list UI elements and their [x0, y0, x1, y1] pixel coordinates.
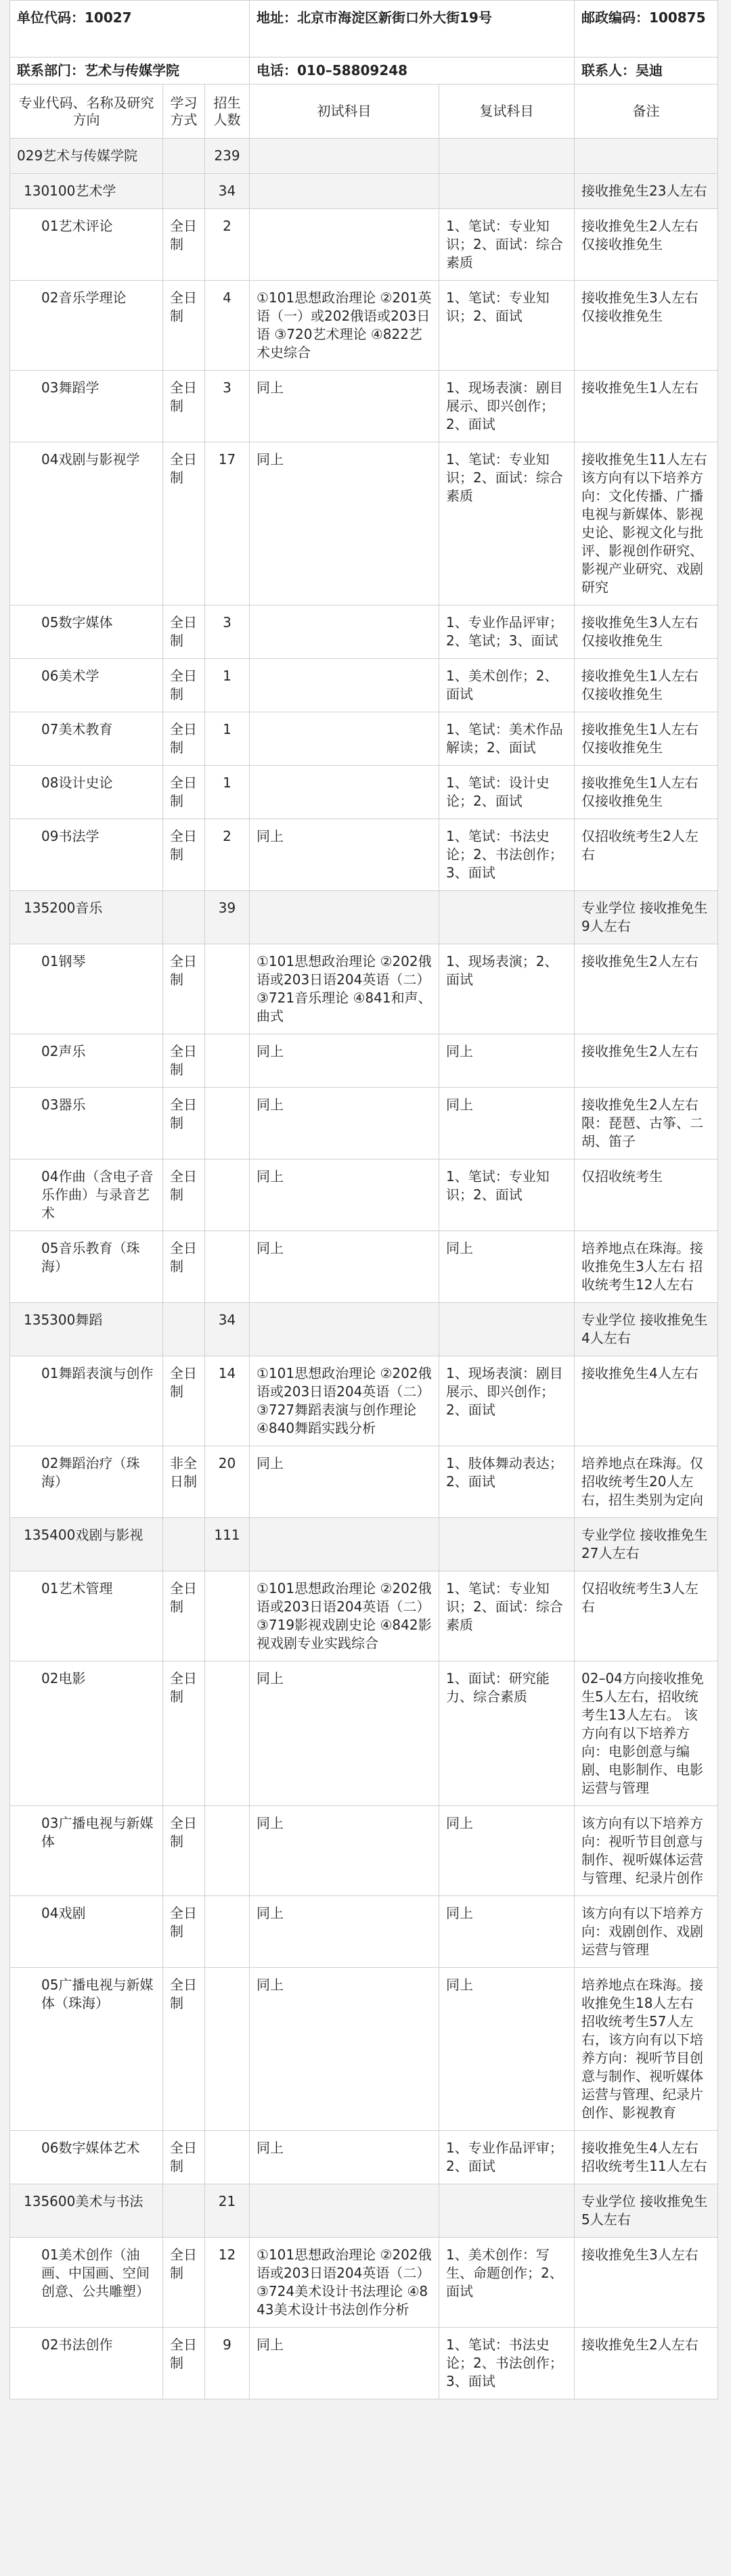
- phone: 电话：010–58809248: [250, 58, 575, 85]
- mode-cell: 全日制: [163, 1159, 205, 1231]
- major-cell: 01艺术评论: [10, 209, 163, 281]
- exam2-cell: 1、面试：研究能力、综合素质: [439, 1661, 575, 1806]
- school-row: [10, 139, 718, 174]
- mode-cell: 全日制: [163, 712, 205, 766]
- exam2-cell: [439, 1303, 575, 1356]
- exam2-cell: 1、笔试：设计史论；2、面试: [439, 766, 575, 819]
- exam2-cell: [439, 2184, 575, 2238]
- note-cell: 仅招收统考生3人左右: [575, 1571, 718, 1661]
- exam2-cell: 1、笔试：书法史论；2、书法创作；3、面试: [439, 819, 575, 891]
- exam2-cell: [439, 139, 575, 174]
- mode-cell: [163, 2184, 205, 2238]
- exam2-cell: 1、笔试：专业知识；2、面试: [439, 281, 575, 371]
- exam2-cell: 1、专业作品评审；2、笔试；3、面试: [439, 605, 575, 659]
- major-cell: 01钢琴: [10, 944, 163, 1034]
- quota-cell: 12: [205, 2238, 250, 2328]
- exam2-cell: 同上: [439, 1231, 575, 1303]
- mode-cell: 全日制: [163, 1806, 205, 1896]
- note-cell: 接收推免生11人左右 该方向有以下培养方向：文化传播、广播电视与新媒体、影视史论、影视文化与批评、影视创作研究、影视产业研究、戏剧研究: [575, 442, 718, 605]
- table-row: [10, 1088, 718, 1159]
- table-row: [10, 766, 718, 819]
- exam1-cell: 同上: [250, 1034, 439, 1088]
- exam1-cell: ①101思想政治理论 ②201英语（一）或202俄语或203日语 ③720艺术理论 ④822艺术史综合: [250, 281, 439, 371]
- col-header-exam1: 初试科目: [250, 85, 439, 139]
- major-cell: 06数字媒体艺术: [10, 2131, 163, 2184]
- mode-cell: 非全日制: [163, 1446, 205, 1518]
- exam1-cell: ①101思想政治理论 ②202俄语或203日语204英语（二） ③719影视戏剧史论 ④842影视戏剧专业实践综合: [250, 1571, 439, 1661]
- note-cell: 接收推免生2人左右: [575, 1034, 718, 1088]
- quota-cell: 2: [205, 209, 250, 281]
- exam1-cell: [250, 139, 439, 174]
- major-cell: 03器乐: [10, 1088, 163, 1159]
- note-cell: [575, 139, 718, 174]
- table-row: [10, 1034, 718, 1088]
- mode-cell: 全日制: [163, 2238, 205, 2328]
- exam2-cell: 1、现场表演：剧目展示、即兴创作；2、面试: [439, 371, 575, 442]
- mode-cell: 全日制: [163, 1356, 205, 1446]
- table-row: [10, 2238, 718, 2328]
- note-cell: 该方向有以下培养方向：视听节目创意与制作、视听媒体运营与管理、纪录片创作: [575, 1806, 718, 1896]
- major-cell: 07美术教育: [10, 712, 163, 766]
- col-header-quota: 招生人数: [205, 85, 250, 139]
- note-cell: 专业学位 接收推免生9人左右: [575, 891, 718, 944]
- mode-cell: 全日制: [163, 1034, 205, 1088]
- table-row: [10, 659, 718, 712]
- exam1-cell: 同上: [250, 2328, 439, 2399]
- table-row: [10, 1661, 718, 1806]
- mode-cell: [163, 891, 205, 944]
- major-cell: 05数字媒体: [10, 605, 163, 659]
- note-cell: 接收推免生4人左右 招收统考生11人左右: [575, 2131, 718, 2184]
- mode-cell: 全日制: [163, 2328, 205, 2399]
- note-cell: 02–04方向接收推免生5人左右，招收统考生13人左右。 该方向有以下培养方向：电影创意与编剧、电影制作、电影运营与管理: [575, 1661, 718, 1806]
- mode-cell: 全日制: [163, 659, 205, 712]
- note-cell: 接收推免生2人左右 仅接收推免生: [575, 209, 718, 281]
- note-cell: 接收推免生1人左右 仅接收推免生: [575, 766, 718, 819]
- quota-cell: 14: [205, 1356, 250, 1446]
- exam2-cell: 1、笔试：书法史论；2、书法创作；3、面试: [439, 2328, 575, 2399]
- major-row: [10, 2184, 718, 2238]
- exam1-cell: 同上: [250, 819, 439, 891]
- exam1-cell: ①101思想政治理论 ②202俄语或203日语204英语（二） ③727舞蹈表演与创作理论 ④840舞蹈实践分析: [250, 1356, 439, 1446]
- mode-cell: 全日制: [163, 209, 205, 281]
- major-cell: 02音乐学理论: [10, 281, 163, 371]
- major-row: [10, 174, 718, 209]
- exam1-cell: [250, 712, 439, 766]
- note-cell: 接收推免生1人左右 仅接收推免生: [575, 712, 718, 766]
- note-cell: 专业学位 接收推免生5人左右: [575, 2184, 718, 2238]
- exam2-cell: 同上: [439, 1968, 575, 2131]
- quota-cell: 3: [205, 371, 250, 442]
- exam1-cell: [250, 766, 439, 819]
- quota-cell: [205, 1159, 250, 1231]
- major-cell: 02书法创作: [10, 2328, 163, 2399]
- quota-cell: 9: [205, 2328, 250, 2399]
- table-row: [10, 1446, 718, 1518]
- quota-cell: [205, 1968, 250, 2131]
- major-cell: 01舞蹈表演与创作: [10, 1356, 163, 1446]
- mode-cell: [163, 174, 205, 209]
- exam1-cell: 同上: [250, 1896, 439, 1968]
- col-header-exam2: 复试科目: [439, 85, 575, 139]
- major-cell: 06美术学: [10, 659, 163, 712]
- mode-cell: 全日制: [163, 1896, 205, 1968]
- major-cell: 03舞蹈学: [10, 371, 163, 442]
- mode-cell: 全日制: [163, 1661, 205, 1806]
- exam2-cell: 1、美术创作：写生、命题创作；2、面试: [439, 2238, 575, 2328]
- unit-code: 单位代码：10027: [10, 1, 250, 58]
- table-row: [10, 1968, 718, 2131]
- major-row: [10, 1518, 718, 1571]
- major-cell: 04戏剧: [10, 1896, 163, 1968]
- quota-cell: [205, 1661, 250, 1806]
- note-cell: 仅招收统考生2人左右: [575, 819, 718, 891]
- address: 地址：北京市海淀区新街口外大街19号: [250, 1, 575, 58]
- col-header-note: 备注: [575, 85, 718, 139]
- table-row: [10, 281, 718, 371]
- mode-cell: 全日制: [163, 1968, 205, 2131]
- quota-cell: [205, 1034, 250, 1088]
- exam2-cell: 同上: [439, 1896, 575, 1968]
- note-cell: 接收推免生1人左右 仅接收推免生: [575, 659, 718, 712]
- major-cell: 02电影: [10, 1661, 163, 1806]
- mode-cell: 全日制: [163, 1088, 205, 1159]
- major-cell: 135600美术与书法: [10, 2184, 163, 2238]
- major-row: [10, 1303, 718, 1356]
- quota-cell: 39: [205, 891, 250, 944]
- exam2-cell: 同上: [439, 1088, 575, 1159]
- major-cell: 130100艺术学: [10, 174, 163, 209]
- table-row: [10, 819, 718, 891]
- exam1-cell: [250, 605, 439, 659]
- note-cell: 培养地点在珠海。接收推免生18人左右 招收统考生57人左右，该方向有以下培养方向：视听节目创意与制作、视听媒体运营与管理、纪录片创作、影视教育: [575, 1968, 718, 2131]
- table-row: [10, 209, 718, 281]
- exam2-cell: [439, 1518, 575, 1571]
- table-row: [10, 712, 718, 766]
- note-cell: 接收推免生2人左右: [575, 944, 718, 1034]
- quota-cell: 34: [205, 174, 250, 209]
- department: 联系部门：艺术与传媒学院: [10, 58, 250, 85]
- note-cell: 接收推免生23人左右: [575, 174, 718, 209]
- exam1-cell: 同上: [250, 1806, 439, 1896]
- table-row: [10, 371, 718, 442]
- major-cell: 04戏剧与影视学: [10, 442, 163, 605]
- quota-cell: 2: [205, 819, 250, 891]
- exam1-cell: [250, 174, 439, 209]
- major-cell: 04作曲（含电子音乐作曲）与录音艺术: [10, 1159, 163, 1231]
- col-header-major: 专业代码、名称及研究方向: [10, 85, 163, 139]
- exam1-cell: ①101思想政治理论 ②202俄语或203日语204英语（二） ③721音乐理论 ④841和声、曲式: [250, 944, 439, 1034]
- note-cell: 专业学位 接收推免生4人左右: [575, 1303, 718, 1356]
- table-row: [10, 2328, 718, 2399]
- exam2-cell: [439, 891, 575, 944]
- exam2-cell: 1、笔试：专业知识；2、面试：综合素质: [439, 209, 575, 281]
- exam1-cell: ①101思想政治理论 ②202俄语或203日语204英语（二） ③724美术设计书法理论 ④843美术设计书法创作分析: [250, 2238, 439, 2328]
- exam1-cell: 同上: [250, 1661, 439, 1806]
- exam2-cell: 1、笔试：美术作品解读；2、面试: [439, 712, 575, 766]
- quota-cell: 1: [205, 712, 250, 766]
- mode-cell: 全日制: [163, 766, 205, 819]
- major-cell: 02舞蹈治疗（珠海）: [10, 1446, 163, 1518]
- table-row: [10, 1571, 718, 1661]
- exam2-cell: 1、现场表演：剧目展示、即兴创作；2、面试: [439, 1356, 575, 1446]
- quota-cell: [205, 2131, 250, 2184]
- note-cell: 培养地点在珠海。接收推免生3人左右 招收统考生12人左右: [575, 1231, 718, 1303]
- exam1-cell: 同上: [250, 1231, 439, 1303]
- note-cell: 接收推免生3人左右: [575, 2238, 718, 2328]
- quota-cell: 17: [205, 442, 250, 605]
- major-cell: 01艺术管理: [10, 1571, 163, 1661]
- note-cell: 接收推免生3人左右 仅接收推免生: [575, 605, 718, 659]
- note-cell: 接收推免生4人左右: [575, 1356, 718, 1446]
- mode-cell: 全日制: [163, 1231, 205, 1303]
- exam1-cell: 同上: [250, 1446, 439, 1518]
- exam1-cell: 同上: [250, 371, 439, 442]
- note-cell: 仅招收统考生: [575, 1159, 718, 1231]
- exam2-cell: 1、专业作品评审；2、面试: [439, 2131, 575, 2184]
- quota-cell: 1: [205, 766, 250, 819]
- table-row: [10, 1231, 718, 1303]
- quota-cell: 21: [205, 2184, 250, 2238]
- admissions-table: [9, 0, 718, 2399]
- exam1-cell: 同上: [250, 1088, 439, 1159]
- table-row: [10, 944, 718, 1034]
- note-cell: 接收推免生1人左右: [575, 371, 718, 442]
- major-cell: 01美术创作（油画、中国画、空间创意、公共雕塑）: [10, 2238, 163, 2328]
- exam1-cell: [250, 209, 439, 281]
- exam1-cell: [250, 1518, 439, 1571]
- mode-cell: 全日制: [163, 2131, 205, 2184]
- mode-cell: 全日制: [163, 819, 205, 891]
- mode-cell: [163, 1303, 205, 1356]
- quota-cell: [205, 1088, 250, 1159]
- table-row: [10, 1159, 718, 1231]
- exam1-cell: 同上: [250, 1968, 439, 2131]
- exam1-cell: [250, 2184, 439, 2238]
- quota-cell: [205, 1571, 250, 1661]
- exam1-cell: [250, 891, 439, 944]
- exam2-cell: 1、笔试：专业知识；2、面试：综合素质: [439, 442, 575, 605]
- major-cell: 135400戏剧与影视: [10, 1518, 163, 1571]
- exam2-cell: 1、现场表演；2、面试: [439, 944, 575, 1034]
- exam2-cell: 1、美术创作；2、面试: [439, 659, 575, 712]
- postal-code: 邮政编码：100875: [575, 1, 718, 58]
- major-cell: 05音乐教育（珠海）: [10, 1231, 163, 1303]
- mode-cell: [163, 139, 205, 174]
- table-row: [10, 1896, 718, 1968]
- quota-cell: 1: [205, 659, 250, 712]
- quota-cell: 34: [205, 1303, 250, 1356]
- quota-cell: 3: [205, 605, 250, 659]
- quota-cell: 111: [205, 1518, 250, 1571]
- mode-cell: [163, 1518, 205, 1571]
- note-cell: 培养地点在珠海。仅招收统考生20人左右，招生类别为定向: [575, 1446, 718, 1518]
- mode-cell: 全日制: [163, 442, 205, 605]
- contact-person: 联系人：吴迪: [575, 58, 718, 85]
- major-cell: 03广播电视与新媒体: [10, 1806, 163, 1896]
- major-cell: 08设计史论: [10, 766, 163, 819]
- quota-cell: [205, 1896, 250, 1968]
- table-row: [10, 1356, 718, 1446]
- mode-cell: 全日制: [163, 371, 205, 442]
- quota-cell: [205, 1231, 250, 1303]
- note-cell: 接收推免生3人左右 仅接收推免生: [575, 281, 718, 371]
- note-cell: 该方向有以下培养方向：戏剧创作、戏剧运营与管理: [575, 1896, 718, 1968]
- major-row: [10, 891, 718, 944]
- mode-cell: 全日制: [163, 1571, 205, 1661]
- exam2-cell: 1、肢体舞动表达；2、面试: [439, 1446, 575, 1518]
- col-header-mode: 学习方式: [163, 85, 205, 139]
- table-row: [10, 1806, 718, 1896]
- quota-cell: 4: [205, 281, 250, 371]
- quota-cell: 239: [205, 139, 250, 174]
- table-row: [10, 442, 718, 605]
- major-cell: 135300舞蹈: [10, 1303, 163, 1356]
- major-cell: 029艺术与传媒学院: [10, 139, 163, 174]
- table-row: [10, 2131, 718, 2184]
- exam2-cell: [439, 174, 575, 209]
- major-cell: 135200音乐: [10, 891, 163, 944]
- exam2-cell: 1、笔试：专业知识；2、面试: [439, 1159, 575, 1231]
- exam1-cell: 同上: [250, 1159, 439, 1231]
- note-cell: 接收推免生2人左右 限：琵琶、古筝、二胡、笛子: [575, 1088, 718, 1159]
- major-cell: 05广播电视与新媒体（珠海）: [10, 1968, 163, 2131]
- catalog-sheet: [9, 0, 717, 2399]
- mode-cell: 全日制: [163, 281, 205, 371]
- table-row: [10, 605, 718, 659]
- exam1-cell: 同上: [250, 2131, 439, 2184]
- exam1-cell: 同上: [250, 442, 439, 605]
- exam2-cell: 同上: [439, 1806, 575, 1896]
- quota-cell: [205, 1806, 250, 1896]
- mode-cell: 全日制: [163, 944, 205, 1034]
- mode-cell: 全日制: [163, 605, 205, 659]
- exam2-cell: 同上: [439, 1034, 575, 1088]
- quota-cell: [205, 944, 250, 1034]
- major-cell: 02声乐: [10, 1034, 163, 1088]
- note-cell: 接收推免生2人左右: [575, 2328, 718, 2399]
- exam1-cell: [250, 1303, 439, 1356]
- exam1-cell: [250, 659, 439, 712]
- exam2-cell: 1、笔试：专业知识；2、面试：综合素质: [439, 1571, 575, 1661]
- quota-cell: 20: [205, 1446, 250, 1518]
- page-footer-band: [0, 2550, 731, 2576]
- note-cell: 专业学位 接收推免生27人左右: [575, 1518, 718, 1571]
- major-cell: 09书法学: [10, 819, 163, 891]
